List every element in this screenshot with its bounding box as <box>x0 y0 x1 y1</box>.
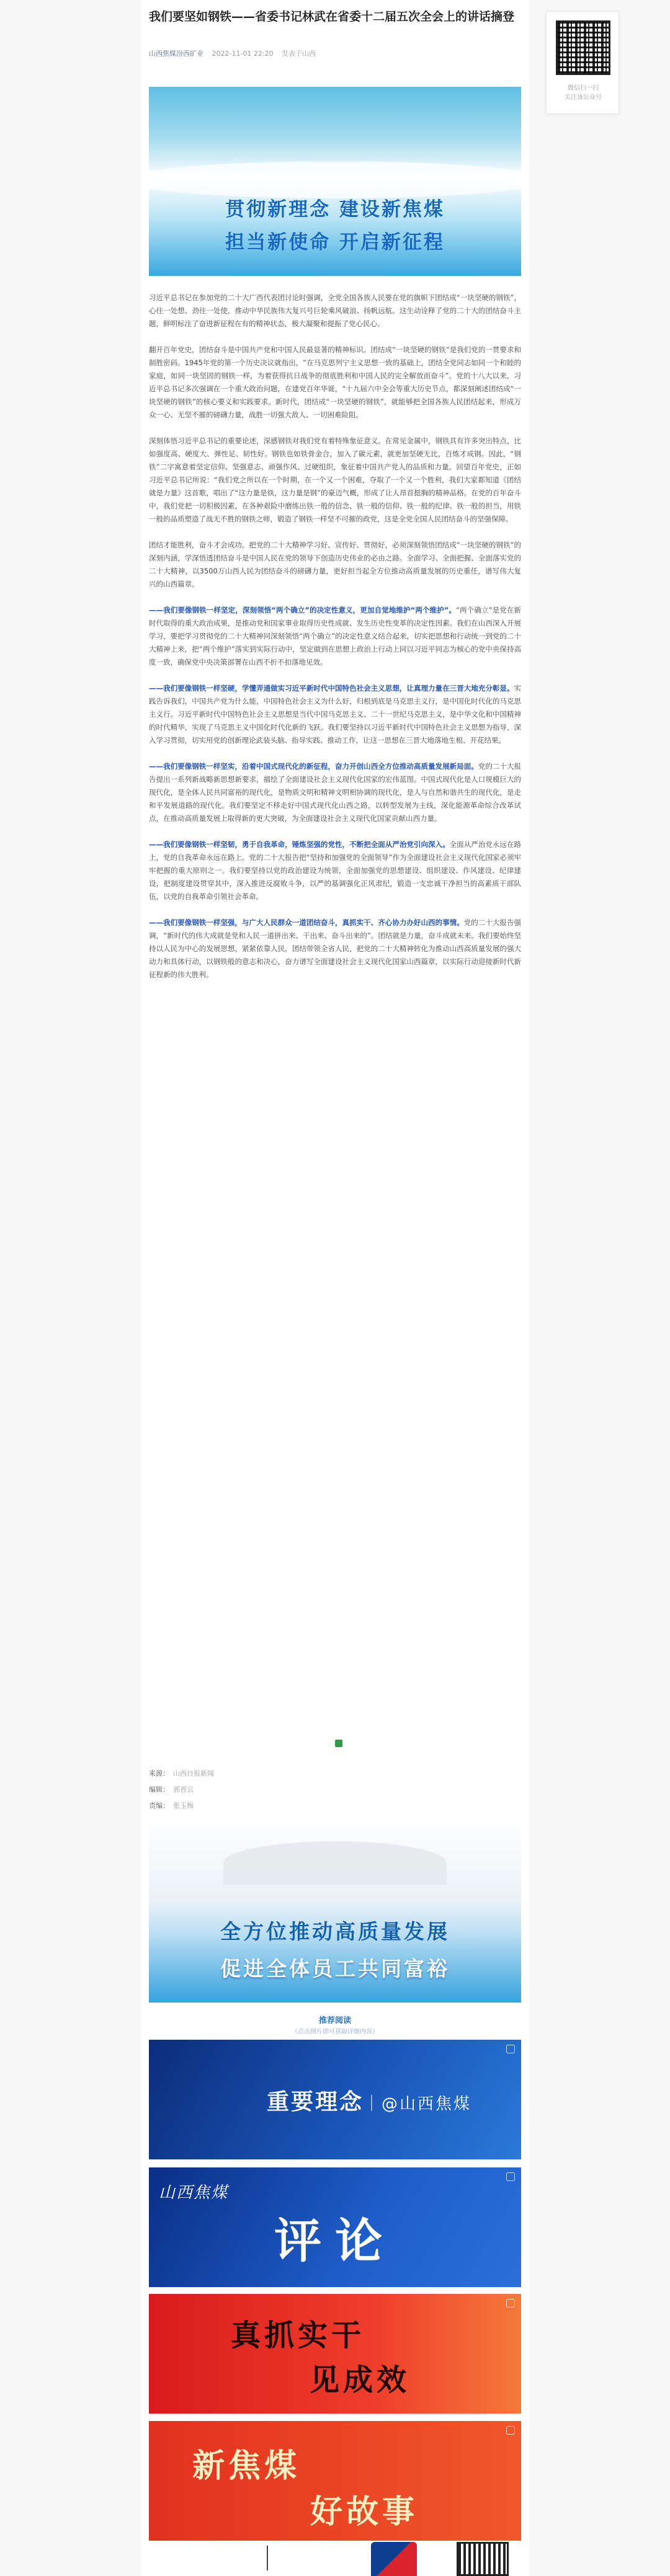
card-title-line1: 真抓实干 <box>230 2318 365 2353</box>
credit-editor-value: 郭晋云 <box>173 1786 194 1794</box>
article-meta <box>149 48 316 58</box>
article-credits <box>149 1766 214 1814</box>
follow-qr-panel <box>546 11 619 114</box>
header-banner-image <box>149 87 521 276</box>
card-title-line2: 好故事 <box>310 2494 419 2531</box>
publish-location: 发表于山西 <box>282 50 316 58</box>
paragraph-text: 实践告诉我们，中国共产党为什么能，中国特色社会主义为什么好，归根到底是马克思主义行，是中国化时代化的马克思主义行。习近平新时代中国特色社会主义思想是当代中国马克思主义、二十一世纪马克思主义，是中华文化和中国精神的时代精华，实现了马克思主义中国化时代化新的飞跃。我们要坚持以习近平新时代中国特色社会主义思想为指导，深入学习贯彻，切实用党的创新理论武装头脑、指导实践、推动工作，让这一思想在三晋大地落地生根、开花结果。 <box>149 684 521 745</box>
paragraph: 团结才能胜利，奋斗才会成功。把党的二十大精神学习好、宣传好、贯彻好，必须深刻领悟团结成“一块坚硬的钢铁”的深刻内涵，学深悟透团结奋斗是中国人民在党的领导下创造历史伟业的必由之路。全面学习、全面把握、全面落实党的二十大精神，以3500万山西人民为团结奋斗的磅礴力量，更好担当起全方位推动高质量发展的历史重任，谱写伟大复兴的山西篇章。 <box>149 541 521 588</box>
slogan-line2: 促进全体员工共同富裕 <box>220 1957 450 1981</box>
paragraph-text: 党的二十大报告强调，“新时代的伟大成就是党和人民一道拼出来、干出来、奋斗出来的”。团结就是力量，奋斗成就未来。我们要始终坚持以人民为中心的发展思想，紧紧依靠人民，团结带领全省人民，把党的二十大精神转化为推动山西高质量发展的强大动力和具体行动，以钢铁般的意志和决心，奋力谱写全面建设社会主义现代化国家山西篇章，以实际行动迎接新时代新征程新的伟大胜利。 <box>149 918 521 979</box>
slogan-banner-image <box>149 1817 521 2003</box>
banner-slogan-line1: 贯彻新理念 建设新焦煤 <box>225 198 445 221</box>
card-corner-icon <box>506 2045 515 2053</box>
card-main-text: 重要理念 <box>267 2089 364 2115</box>
highlight-paragraph <box>149 760 521 825</box>
banner-slogan-line2: 担当新使命 开启新征程 <box>225 231 445 254</box>
paragraph-lead: ——我们要像钢铁一样坚实，沿着中国式现代化的新征程，奋力开创山西全方位推动高质量发展新局面。 <box>149 762 478 771</box>
banner-glow <box>149 161 521 198</box>
card-title <box>267 2084 471 2116</box>
article-body <box>149 291 521 994</box>
qr-caption-line2: 关注该公众号 <box>565 94 602 101</box>
paragraph-lead: ——我们要像钢铁一样坚强，与广大人民群众一道团结奋斗，真抓实干、齐心协力办好山西的事情。 <box>149 918 464 927</box>
credit-source-value: 山西日报新闻 <box>173 1769 214 1777</box>
highlight-paragraph <box>149 682 521 747</box>
credit-review <box>149 1798 214 1814</box>
credit-review-value: 张玉梅 <box>173 1802 194 1810</box>
card-corner-icon <box>506 2426 515 2435</box>
slogan-line1: 全方位推动高质量发展 <box>220 1919 450 1944</box>
credit-review-label: 责编： <box>149 1802 169 1810</box>
qr-caption <box>547 84 620 102</box>
card-title-line1: 新焦煤 <box>192 2448 301 2485</box>
qr-caption-line1: 微信扫一扫 <box>568 85 599 92</box>
article-title: 我们要坚如钢铁——省委书记林武在省委十二届五次全会上的讲话摘登 <box>149 10 515 24</box>
paragraph: 深刻体悟习近平总书记的重要论述，深感钢铁对我们党有着特殊象征意义。在常见金属中，钢铁具有许多突出特点，比如强度高、硬度大、弹性足、韧性好。钢铁也如铁骨金合，加入了碳元素，就更加坚硬无比，百炼才成钢。因此，“钢铁”二字寓意着坚定信仰、坚强意志、顽强作风、过硬组织，象征着中国共产党人的品质和力量。回望百年党史，正如习近平总书记所说：“我们党之所以在一个时期，在一个又一个困难，夺取了一个又一个胜利，我们大家都知道《团结就是力量》这首歌，唱出了“这力量是铁，这力量是钢”的豪迈气概，形成了让人昂首挺胸的精神品格。在党的百年奋斗中，我们党把一切积极因素，在各种艰险中磨练出铁一般的信念、铁一般的信仰、铁一般的纪律、铁一般的担当，用铁一般的品质塑造了战无不胜的钢铁之师，锻造了钢铁一样坚不可摧的政党，这是全党全国人民团结奋斗的坚强保障。 <box>149 436 521 523</box>
recommend-card-results[interactable] <box>149 2294 521 2414</box>
card-title: 评论 <box>274 2213 396 2268</box>
account-name-link[interactable]: 山西焦煤汾西矿业 <box>149 50 203 58</box>
recommend-card-stories[interactable] <box>149 2421 521 2541</box>
card-sub-text: ｜@山西焦煤 <box>364 2095 472 2113</box>
paragraph: 翻开百年党史，团结奋斗是中国共产党和中国人民最显著的精神标识。团结成“一块坚硬的钢铁”是我们党的一贯要求和制胜密码。1945年党的第一个历史决议就指出，“在马克思列宁主义思想一致的基础上，团结全党同志如同一个和睦的家庭，如同一块坚固的钢铁一样，为着获得抗日战争的彻底胜利和中国人民的完全解放而奋斗”。党的十八大以来，习近平总书记多次强调在一个重大政治问题，在建党百年华诞，“十九届六中全会等重大历史节点，都深刻阐述团结成“一块坚硬的钢铁”的核心要义和实践要求。新时代，团结成“一块坚硬的钢铁”，就能够把全国各族人民团结起来，形成万众一心、无坚不摧的磅礴力量，战胜一切强大敌人、一切困难险阻。 <box>149 345 521 419</box>
publish-date: 2022-11-01 22:20 <box>212 50 274 58</box>
highlight-paragraph <box>149 838 521 903</box>
credit-source <box>149 1766 214 1782</box>
credit-editor-label: 编辑： <box>149 1786 169 1794</box>
paragraph-lead: ——我们要像钢铁一样坚硬，学懂弄通做实习近平新时代中国特色社会主义思想，让真理力量在三晋大地充分彰显。 <box>149 684 514 693</box>
paragraph-text: 全面从严治党永远在路上，党的自我革命永远在路上。党的二十大报告把“坚持和加强党的全面领导”作为全面建设社会主义现代化国家必须牢牢把握的重大原则之一。我们要坚持以党的政治建设为统领，全面加强党的思想建设、组织建设、作风建设、纪律建设，把制度建设贯穿其中，深入推进反腐败斗争，以严的基调强化正风肃纪，锻造一支忠诚干净担当的高素质干部队伍，以党的自我革命引领社会革命。 <box>149 840 521 901</box>
divider-mark-icon <box>335 1740 342 1747</box>
qr-code-icon <box>556 20 610 75</box>
bottom-qr-code-icon <box>457 2542 509 2576</box>
highlight-paragraph <box>149 916 521 981</box>
bottom-divider <box>267 2546 268 2570</box>
paragraph: 习近平总书记在参加党的二十大广西代表团讨论时强调，全党全国各族人民要在党的旗帜下团结成“一块坚硬的钢铁”，心往一处想、劲往一处使，推动中华民族伟大复兴号巨轮乘风破浪、扬帆远航。这生动诠释了党的二十大的团结奋斗主题，鲜明标注了奋进新征程在有的精神状态，极大凝聚和提振了党心民心。 <box>149 293 521 328</box>
card-title-line2: 见成效 <box>309 2363 410 2397</box>
card-brand: 山西焦煤 <box>159 2184 229 2202</box>
recommend-title: 推荐阅读 <box>318 2016 351 2025</box>
paragraph-lead: ——我们要像钢铁一样坚韧，勇于自我革命，锤炼坚强的党性，不断把全面从严治党引向深入。 <box>149 840 450 849</box>
paragraph-text: “两个确立”是党在新时代取得的重大政治成果，是推动党和国家事业取得历史性成就、发生历史性变革的决定性因素。我们在山西深入开展学习，要把学习贯彻党的二十大精神同深刻领悟“两个确立”的决定性意义结合起来，切实把思想和行动统一到党的二十大精神上来，把“两个维护”落实到实际行动中，坚定做到在思想上政治上行动上同以习近平同志为核心的党中央保持高度一致，确保党中央决策部署在山西不折不扣落地见效。 <box>149 606 521 666</box>
paragraph-text: 党的二十大报告提出一系列新战略新思想新要求，描绘了全面建设社会主义现代化国家的宏伟蓝图。中国式现代化是人口规模巨大的现代化，是全体人民共同富裕的现代化，是物质文明和精神文明相协调的现代化，是人与自然和谐共生的现代化，是走和平发展道路的现代化。我们要坚定不移走好中国式现代化山西之路，以转型发展为主线，深化能源革命综合改革试点，在推动高质量发展上取得新的更大突破，为全面建设社会主义现代化国家贡献山西力量。 <box>149 762 521 823</box>
card-corner-icon <box>506 2172 515 2181</box>
credit-source-label: 来源： <box>149 1769 169 1777</box>
credit-editor <box>149 1782 214 1798</box>
card-corner-icon <box>506 2299 515 2308</box>
paragraph-lead: ——我们要像钢铁一样坚定，深刻领悟“两个确立”的决定性意义，更加自觉地维护“两个维护”。 <box>149 606 457 614</box>
mountain-graphic <box>223 1841 447 1885</box>
company-logo-icon <box>371 2542 417 2576</box>
recommend-subtitle: （点击图片即可获取详细内容） <box>292 2029 378 2035</box>
highlight-paragraph <box>149 604 521 669</box>
recommend-card-important-ideas[interactable] <box>149 2040 521 2159</box>
recommend-card-commentary[interactable] <box>149 2167 521 2287</box>
